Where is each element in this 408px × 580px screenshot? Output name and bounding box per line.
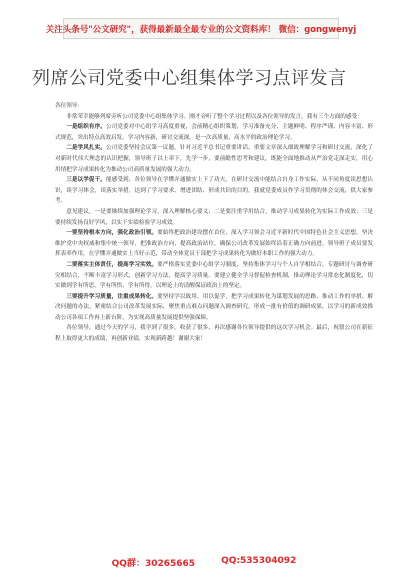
qq-group-text: QQ群：30265665 (111, 559, 196, 569)
promo-banner-text: 关注头条号"公文研究"，获得最新最全最专业的公文资料库！ 微信：gongwenyj (45, 24, 357, 35)
document-title: 列席公司党委中心组集体学习点评发言 (32, 68, 347, 89)
qq-text: QQ:535304092 (221, 556, 297, 566)
footer (0, 556, 408, 572)
paragraph-lead: 二是学风扎实。 (66, 145, 106, 152)
paragraph-lead: 二要落实主体责任，提高学习实效。 (66, 261, 158, 268)
paragraph: 二要落实主体责任，提高学习实效。要严格落实党委中心组学习制度，坚持集体学习与个人自学相结合、专题研讨与调查研究相结合，不断丰富学习形式，创新学习方法，提高学习质量。要建立健全学习督促检查机制，推动理论学习常态化制度化，切实做到学有所思、学有所悟、学有所得，以理论上的清醒保证政治上的坚定。 (55, 261, 373, 290)
paragraph: 三是以学促干。能感受到，各位领导在学懂弄通做实上下了功夫，在研讨交流中能结合自身工作实际，从不同角度谈思想认识，谈学习体会，谈落实举措，达到了学习要求、增进团结、形成共识的目的。我就党委成员作学习贯彻的体会交流，供大家参考。 (55, 177, 373, 205)
paragraph-lead: 三要提升学习质量，注重成果转化。 (66, 293, 158, 300)
paragraph-lead: 一要坚持根本方向，强化政治引领。 (66, 230, 158, 237)
paragraph-lead: 一是组织有序。 (66, 124, 106, 131)
paragraph: 一是组织有序。公司党委对中心组学习高度重视，会前精心组织策划，学习准备充分、主题鲜明、程序严谨、内容丰富、形式规范，突出特点高效启发，学习内容新，研讨交流深，是一次高质量、高水平的政治理论学习。 (55, 124, 373, 141)
paragraph: 一要坚持根本方向，强化政治引领。要始终把政治建设摆在首位，深入学习领会习近平新时代中国特色社会主义思想，坚决维护党中央权威和集中统一领导，把准政治方向，提高政治站位，确保公司改革发展始终沿着正确方向前进。领导班子成员要发挥表率作用，在学懂弄通做实上当好示范，带动全体党员干部把学习成果转化为做好本职工作的强大动力。 (55, 230, 373, 258)
paragraph: 非常荣幸能够列席旁听公司党委中心组集体学习。刚才旁听了整个学习过程以及各位领导的发言，我有三个方面的感受： (66, 113, 363, 120)
promo-banner (45, 18, 357, 39)
paragraph: 二是学风扎实。公司党委坚持会议第一议题，针对习近平总书记重要讲话、重要文章深入细致理解学习和研讨交流，深化了对新时代伟大理念的认识把握，领导班子以上率下，先学一步，要前瞻性思考和建议，既能全面地推动从严治党走深走实，用心用情把学习成果转化为推动公司高质量发展的强大动力。 (55, 145, 373, 173)
paragraph: 意见建议，一是要继续加强理论学习，深入理解核心要义；二是要注重学用结合，推动学习成果转化为实际工作成效；三是要持续发扬良好学风，以实干实绩检验学习成效。 (55, 208, 373, 226)
paragraph-lead: 三是以学促干。 (66, 177, 106, 184)
paragraph: 各位领导，通过今天的学习，我学到了很多，收获了很多，再次感谢各位领导提供的这次学习机会。最后，祝愿公司在新征程上取得更大的成绩，再创新业绩，实现新跨越！谢谢大家！ (55, 325, 373, 343)
greeting: 各位领导： (55, 103, 83, 109)
document-body (55, 101, 373, 345)
paragraph: 三要提升学习质量，注重成果转化。要坚持学以致用、用以促学，把学习成果转化为谋划发展的思路、推动工作的举措、解决问题的办法，紧密结合公司改革发展实际，聚焦重点难点问题深入调查研究，形成一批有价值的调研成果，以学习的新成效推动公司各项工作再上新台阶，为实现高质量发展提供坚强保障。 (55, 293, 373, 321)
